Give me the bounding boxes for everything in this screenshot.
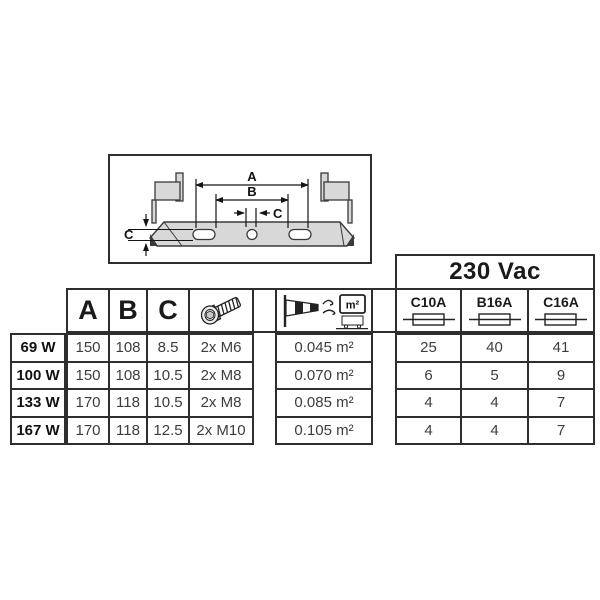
left-bracket-tab [152, 173, 183, 223]
dim-c-cell: 10.5 [148, 390, 190, 416]
c10a-cell: 4 [397, 418, 462, 444]
b16a-cell: 4 [462, 390, 529, 416]
header-screw [190, 290, 254, 331]
c16a-cell: 7 [556, 394, 566, 412]
power-rating-cell: 100 W [16, 366, 60, 384]
table-row [397, 418, 593, 444]
dimension-c-slot-label: C [124, 227, 134, 242]
dim-a-cell: 150 [68, 335, 110, 361]
table-row [68, 418, 252, 444]
wind-icon-m2-label: m² [345, 299, 360, 311]
screw-size-cell: 2x M6 [200, 339, 242, 357]
dim-b-cell: 108 [110, 363, 148, 389]
c16a-cell: 41 [552, 339, 570, 357]
header-dim-b: B [110, 290, 148, 331]
fuse-icon [469, 312, 521, 327]
header-dim-c: C [148, 290, 190, 331]
table-row [397, 363, 593, 391]
dim-a-cell: 170 [68, 418, 110, 444]
spacer-cell [254, 290, 277, 331]
header-dim-a: A [68, 290, 110, 331]
c16a-cell: 7 [556, 421, 566, 439]
dimension-diagram-box [108, 154, 372, 264]
table-row [68, 390, 252, 418]
wind-area-cell: 0.085 m² [294, 394, 354, 412]
dimensions-subtable [66, 333, 254, 445]
dim-a-cell: 170 [68, 390, 110, 416]
screw-size-cell: 2x M8 [200, 394, 242, 412]
centre-hole [247, 230, 257, 240]
header-breaker-b16a [462, 290, 529, 331]
b16a-cell: 5 [462, 363, 529, 389]
c10a-cell: 25 [397, 335, 462, 361]
windsock-surface-area-icon [280, 292, 368, 330]
c10a-cell: 4 [397, 390, 462, 416]
breaker-c16a-label: C16A [543, 293, 579, 310]
power-rating-column [10, 333, 66, 445]
dimension-b-label: B [247, 184, 257, 199]
breaker-subtable [395, 333, 595, 445]
dim-c-cell: 8.5 [148, 335, 190, 361]
wind-area-cell: 0.070 m² [294, 366, 354, 384]
fuse-icon [535, 312, 587, 327]
wind-area-cell: 0.045 m² [294, 339, 354, 357]
voltage-header-box [395, 254, 595, 288]
voltage-header-label: 230 Vac [449, 258, 541, 285]
dimension-c-hole-label: C [273, 206, 283, 221]
power-rating-cell: 69 W [20, 339, 56, 357]
header-wind-area [277, 290, 373, 331]
dimension-a-label: A [247, 169, 257, 184]
table-row [68, 363, 252, 391]
c16a-cell: 9 [556, 366, 566, 384]
screw-size-cell: 2x M10 [196, 421, 246, 439]
breaker-c10a-label: C10A [410, 293, 447, 310]
wind-area-cell: 0.105 m² [294, 421, 354, 439]
breaker-b16a-label: B16A [476, 293, 513, 310]
table-header-row [66, 288, 595, 333]
power-rating-cell: 133 W [16, 394, 60, 412]
power-rating-cell: 167 W [16, 421, 60, 439]
table-row [397, 390, 593, 418]
fuse-icon [403, 312, 455, 327]
dim-c-cell: 12.5 [148, 418, 190, 444]
table-row [397, 335, 593, 363]
dim-c-cell: 10.5 [148, 363, 190, 389]
dim-b-cell: 118 [110, 390, 148, 416]
header-breaker-c10a [397, 290, 462, 331]
right-bracket-tab [321, 173, 352, 223]
c10a-cell: 6 [397, 363, 462, 389]
dim-b-cell: 118 [110, 418, 148, 444]
screw-size-cell: 2x M8 [200, 366, 242, 384]
spacer-cell [373, 290, 397, 331]
wind-area-subtable [275, 333, 373, 445]
left-slot-hole [193, 230, 215, 240]
dim-b-cell: 108 [110, 335, 148, 361]
table-row [68, 335, 252, 363]
b16a-cell: 40 [462, 335, 529, 361]
header-breaker-c16a [529, 290, 593, 331]
mounting-bracket-drawing [110, 156, 370, 262]
b16a-cell: 4 [462, 418, 529, 444]
hex-socket-screw-icon [197, 294, 245, 328]
dim-a-cell: 150 [68, 363, 110, 389]
right-slot-hole [289, 230, 311, 240]
